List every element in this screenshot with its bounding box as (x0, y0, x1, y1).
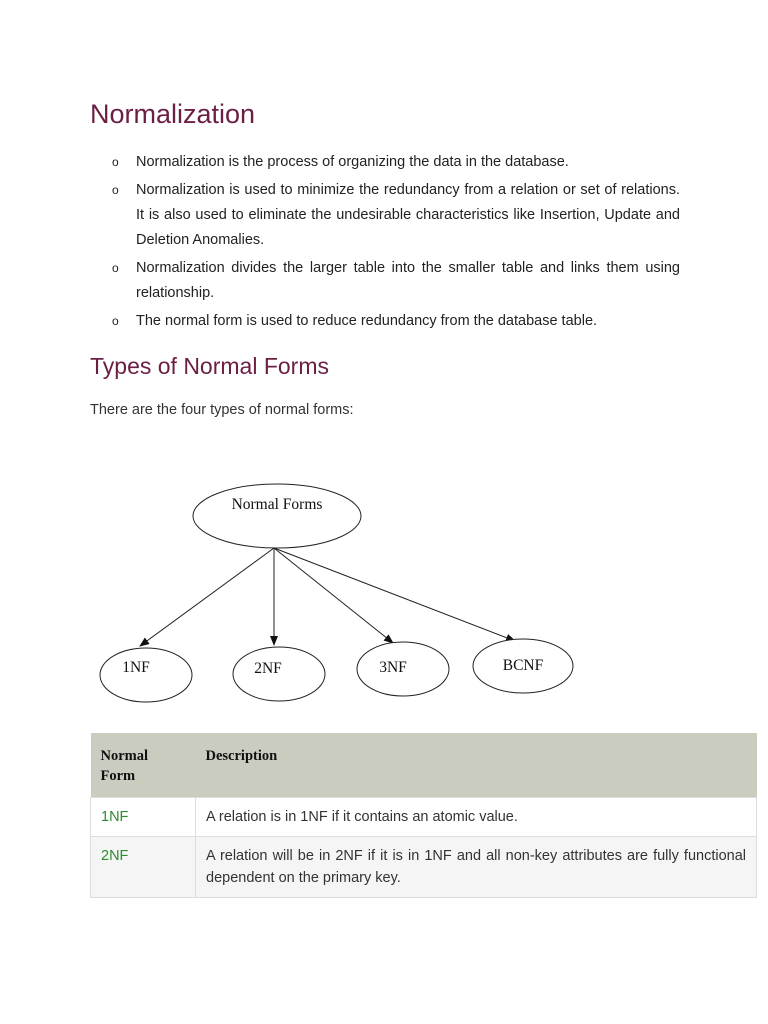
bullet-marker: o (112, 155, 119, 169)
edge-to-bcnf (274, 548, 515, 641)
table-cell-description: A relation will be in 2NF if it is in 1NF and all non-key attributes are fully functional dependent on the primary key. (196, 837, 757, 898)
node-label: 3NF (379, 659, 407, 676)
edge-to-1nf (140, 548, 274, 646)
page-title: Normalization (90, 99, 256, 129)
list-item (110, 178, 680, 253)
diagram-node-3nf (357, 642, 449, 696)
diagram-node-bcnf (473, 639, 573, 693)
list-item (110, 150, 680, 175)
list-item-text: Normalization is the process of organizing the data in the database. (136, 154, 569, 170)
section-heading: Types of Normal Forms (90, 353, 329, 379)
list-item-text: Normalization divides the larger table into the smaller table and links them using relationship. (136, 260, 680, 301)
diagram-node-1nf (100, 648, 192, 702)
edge-to-3nf (274, 548, 393, 643)
list-item-text: Normalization is used to minimize the redundancy from a relation or set of relations. It is also used to eliminate the undesirable characteristics like Insertion, Update and Deletion Anomalies. (136, 182, 680, 248)
normalization-bullet-list (110, 150, 680, 337)
node-label: BCNF (502, 657, 544, 674)
root-label: Normal Forms (231, 496, 323, 513)
list-item-text: The normal form is used to reduce redundancy from the database table. (136, 313, 598, 329)
list-item (110, 309, 680, 334)
table-cell-form: 1NF (91, 798, 196, 837)
table-cell-form: 2NF (91, 837, 196, 898)
table-row (91, 798, 757, 837)
list-item (110, 256, 680, 306)
root-ellipse (193, 484, 361, 548)
table-header-form: Normal Form (91, 733, 196, 798)
normal-forms-table (90, 733, 757, 898)
bullet-marker: o (112, 261, 119, 275)
diagram-edges (140, 548, 515, 646)
table-header-row (91, 733, 757, 798)
table-row (91, 837, 757, 898)
table-header-description: Description (196, 733, 757, 798)
diagram-root-node (193, 484, 361, 548)
diagram-node-2nf (233, 647, 325, 701)
bullet-marker: o (112, 314, 119, 328)
node-label: 2NF (254, 660, 282, 677)
node-label: 1NF (122, 659, 150, 676)
normal-forms-diagram (0, 470, 768, 710)
intro-text: There are the four types of normal forms: (90, 402, 354, 418)
table-cell-description: A relation is in 1NF if it contains an atomic value. (196, 798, 757, 837)
bullet-marker: o (112, 183, 119, 197)
